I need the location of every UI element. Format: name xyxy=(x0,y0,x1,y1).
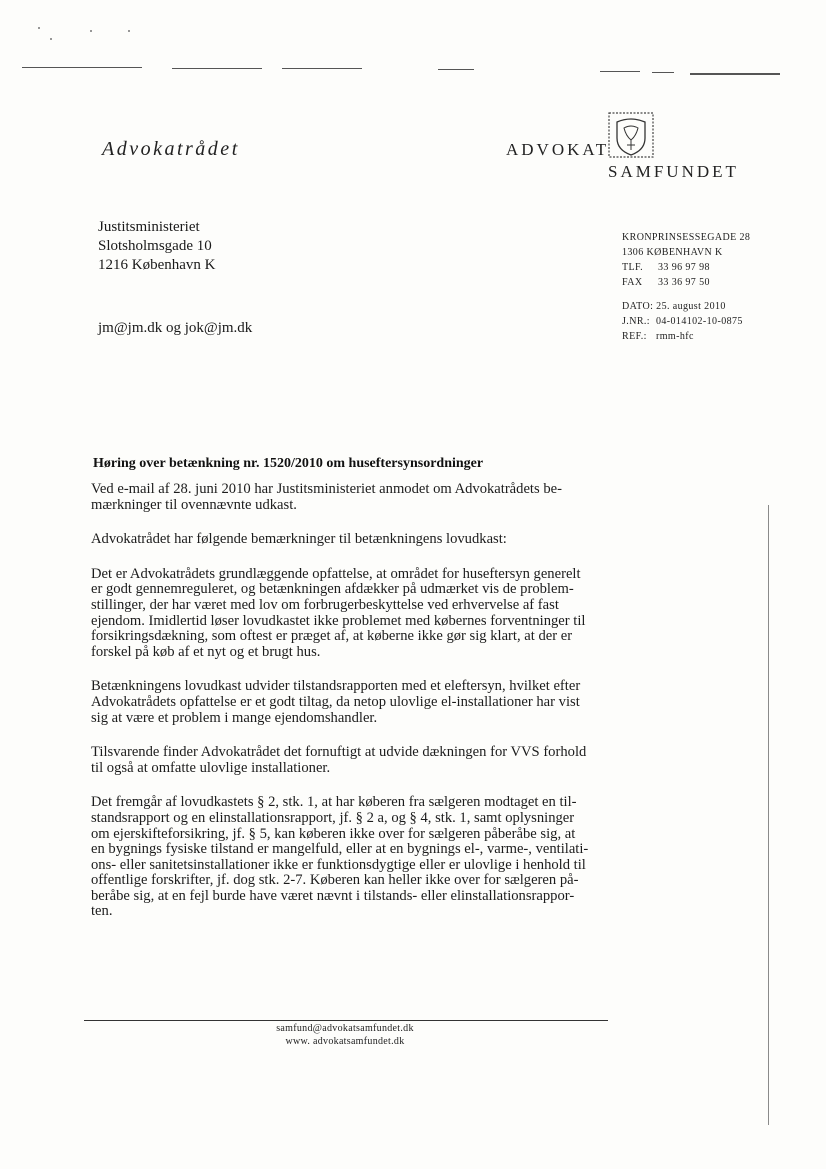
reference-value: rmm-hfc xyxy=(656,331,694,342)
text-line: ons- eller sanitetsinstallationer ikke er funktionsdygtige eller er ulovlige i henhold til xyxy=(91,856,586,873)
text-line: Advokatrådet har følgende bemærkninger til betænkningens lovudkast: xyxy=(91,531,507,548)
letter-subject: Høring over betænkning nr. 1520/2010 om huseftersynsordninger xyxy=(93,456,484,471)
shield-emblem-icon xyxy=(608,112,654,158)
sender-city: 1306 KØBENHAVN K xyxy=(622,247,723,258)
scan-artifact-line xyxy=(438,69,474,70)
sender-block xyxy=(622,230,750,344)
recipient-line: 1216 København K xyxy=(98,257,216,273)
reference-row xyxy=(622,329,750,344)
letter-body xyxy=(91,482,621,939)
sender-phone-row xyxy=(622,260,750,275)
text-line: Ved e-mail af 28. juni 2010 har Justitsministeriet anmodet om Advokatrådets be- xyxy=(91,481,562,497)
recipient-line: Justitsministeriet xyxy=(98,219,200,235)
reference-label: REF.: xyxy=(622,331,647,342)
scan-artifact-line xyxy=(172,68,262,69)
logo-word-advokat: ADVOKAT xyxy=(506,140,610,159)
phone-label: TLF. xyxy=(622,262,644,273)
date-label: DATO: xyxy=(622,301,654,312)
scan-speck xyxy=(90,30,92,32)
paragraph xyxy=(91,567,621,661)
paragraph xyxy=(91,795,621,920)
scan-artifact-line xyxy=(690,73,780,75)
text-line: offentlige forskrifter, jf. dog stk. 2-7. Køberen kan heller ikke over for sælgeren på- xyxy=(91,872,579,889)
council-name: Advokatrådet xyxy=(102,138,240,160)
sender-fax-row xyxy=(622,275,750,290)
journal-number-value: 04-014102-10-0875 xyxy=(656,316,743,327)
sender-street: KRONPRINSESSEGADE 28 xyxy=(622,232,751,243)
text-line: Tilsvarende finder Advokatrådet det fornuftigt at udvide dækningen for VVS forhold xyxy=(91,744,587,761)
text-line: Det fremgår af lovudkastets § 2, stk. 1, at har køberen fra sælgeren modtaget en til- xyxy=(91,794,577,811)
phone-value: 33 96 97 98 xyxy=(658,262,710,273)
text-line: en bygnings fysiske tilstand er mangelfuld, eller at en bygnings el-, varme-, ventilati- xyxy=(91,841,589,858)
text-line: forskel på køb af et nyt og et brugt hus. xyxy=(91,643,321,660)
scan-speck xyxy=(128,30,130,32)
paragraph xyxy=(91,679,621,726)
fax-value: 33 36 97 50 xyxy=(658,277,710,288)
scan-artifact-line xyxy=(282,68,362,69)
text-line: standsrapport og en elinstallationsrapport, jf. § 2 a, og § 4, stk. 1, samt oplysninger xyxy=(91,809,575,826)
date-row xyxy=(622,299,750,314)
text-line: sig at være et problem i mange ejendomshandler. xyxy=(91,709,378,726)
recipient-emails: jm@jm.dk og jok@jm.dk xyxy=(98,320,253,336)
scan-speck xyxy=(38,27,40,29)
footer-website: www. advokatsamfundet.dk xyxy=(285,1036,405,1047)
footer-email: samfund@advokatsamfundet.dk xyxy=(276,1023,414,1034)
text-line: er godt gennemreguleret, og betænkningen afdækker på udmærket vis de problem- xyxy=(91,581,574,598)
recipient-line: Slotsholmsgade 10 xyxy=(98,238,212,254)
text-line: om ejerskifteforsikring, jf. § 5, kan køberen ikke over for sælgeren påberåbe sig, at xyxy=(91,825,576,842)
text-line: Advokatrådets opfattelse er et godt tiltag, da netop ulovlige el-installationer har vist xyxy=(91,693,580,710)
fax-label: FAX xyxy=(622,277,643,288)
text-line: ejendom. Imidlertid løser lovudkastet ikke problemet med købernes forventninger til xyxy=(91,612,586,629)
scan-artifact-line xyxy=(22,67,142,68)
footer-divider xyxy=(84,1020,608,1021)
text-line: Det er Advokatrådets grundlæggende opfattelse, at området for huseftersyn generelt xyxy=(91,565,581,582)
paragraph xyxy=(91,482,621,513)
scan-speck xyxy=(50,38,52,40)
paragraph xyxy=(91,745,621,776)
recipient-address xyxy=(98,218,215,275)
journal-number-row xyxy=(622,314,750,329)
scan-artifact-line xyxy=(652,72,674,73)
paragraph xyxy=(91,532,621,548)
text-line: ten. xyxy=(91,903,113,920)
journal-number-label: J.NR.: xyxy=(622,316,650,327)
text-line: til også at omfatte ulovlige installationer. xyxy=(91,759,331,776)
text-line: Betænkningens lovudkast udvider tilstandsrapporten med et eleftersyn, hvilket efter xyxy=(91,678,581,695)
scan-margin-line xyxy=(768,505,769,1125)
text-line: mærkninger til ovennævnte udkast. xyxy=(91,496,297,513)
text-line: stillinger, der har været med lov om forbrugerbeskyttelse ved erhvervelse af fast xyxy=(91,596,559,613)
scan-artifact-line xyxy=(600,71,640,72)
date-value: 25. august 2010 xyxy=(656,301,726,312)
logo-word-samfundet: SAMFUNDET xyxy=(608,162,739,181)
text-line: beråbe sig, at en fejl burde have været nævnt i tilstands- eller elinstallationsrappor- xyxy=(91,887,575,904)
text-line: forsikringsdækning, som oftest er præget af, at køberne ikke gør sig klart, at der er xyxy=(91,628,573,645)
